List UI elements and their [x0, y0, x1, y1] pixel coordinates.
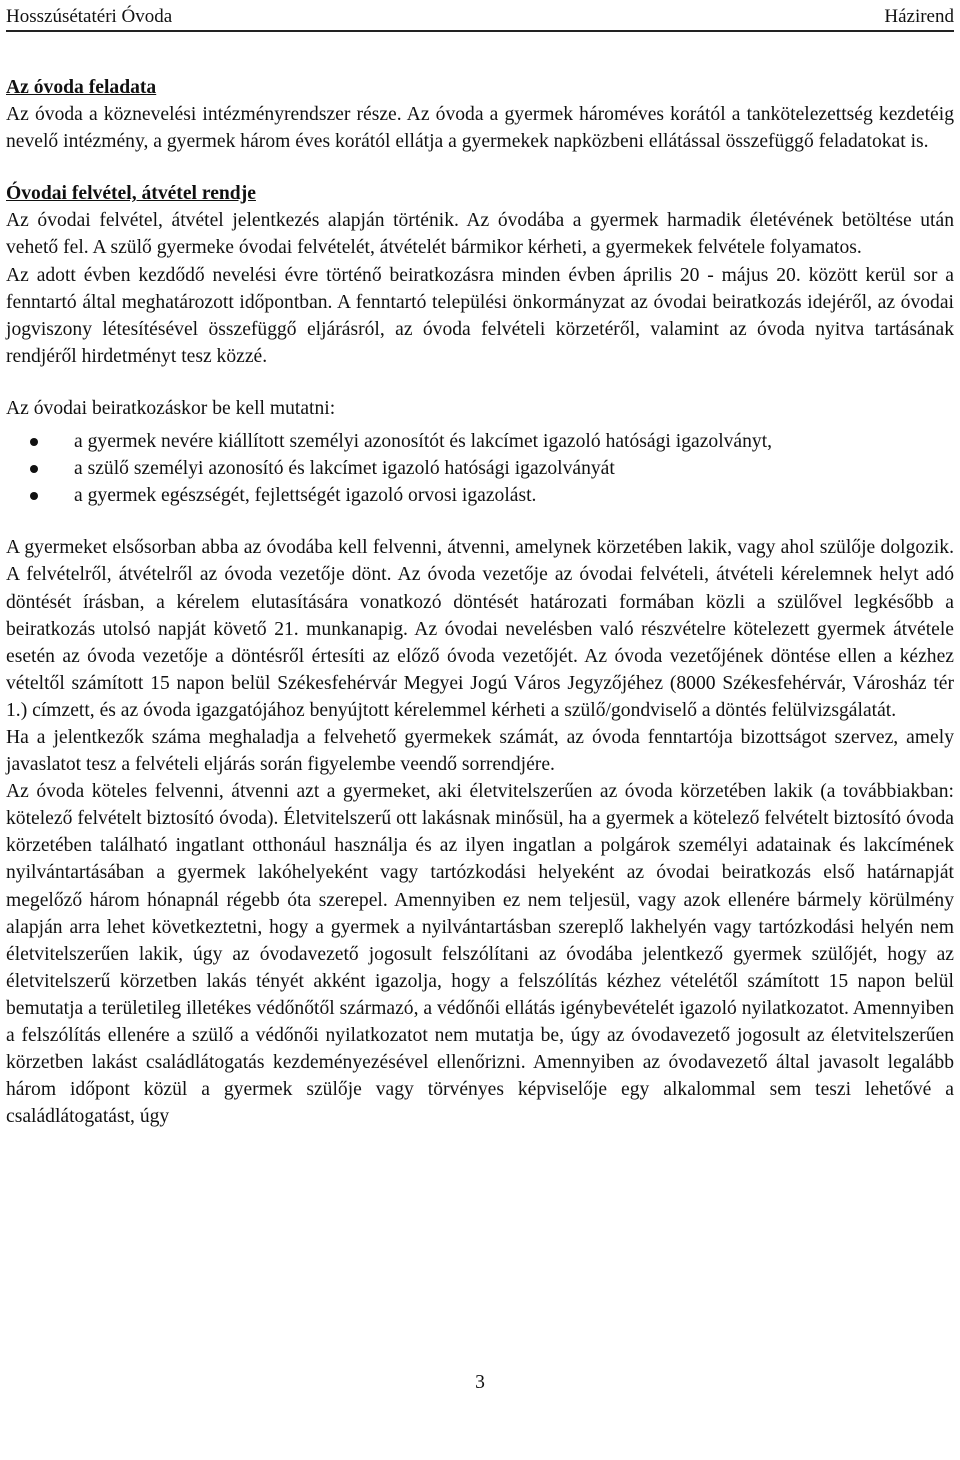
- paragraph: Az óvoda köteles felvenni, átvenni azt a gyermeket, aki életvitelszerűen az óvoda körzetében lakik (a továbbiakban: kötelező felvételt biztosító óvoda). Életvitelszerű ott lakásnak minősül, ha a gyermek a kötelező felvételt biztosító óvoda körzetében található ingatlant otthonául használja és az ilyen ingatlan a polgárok személyi adatainak és lakcímének nyilvántartásában a gyermek lakóhelyeként vagy tartózkodási helyeként az óvodai beiratkozás első határnapját megelőző három hónapnál régebb óta szerepel. Amennyiben ez nem teljesül, vagy azok ellenére bármely körülmény alapján arra lehet következtetni, hogy a gyermek a nyilvántartásban szereplő lakhelyén vagy tartózkodási helyén nem életvitelszerűen lakik, úgy az óvodavezető jogosult felszólítani az óvodába jelentkező gyermek szülőjét, hogy az életvitelszerű körzetben lakás tényét akként igazolja, hogy a felszólítás kézhez vételétől számított 15 napon belül bemutatja a területileg illetékes védőnőtől származó, a védőnői ellátás igénybevételét igazoló nyilatkozatot. Amennyiben a felszólítás ellenére a szülő a védőnői nyilatkozatot nem mutatja be, úgy az óvodavezető jogosult az életvitelszerűen körzetben lakást családlátogatás kezdeményezésével ellenőrizni. Amennyiben az óvodavezető által javasolt legalább három időpont közül a gyermek szülője vagy törvényes képviselője egy alkalommal sem teszi lehetővé a családlátogatást, úgy: [6, 781, 954, 1128]
- page-header: [6, 2, 954, 32]
- paragraph: Ha a jelentkezők száma meghaladja a felvehető gyermekek számát, az óvoda fenntartója bizottságot szervez, amely javaslatot tesz a felvételi eljárás során figyelembe veendő sorrendjére.: [6, 726, 954, 776]
- list-item: a szülő személyi azonosító és lakcímet igazoló hatósági igazolványát: [6, 455, 954, 482]
- section-title-admission: Óvodai felvétel, átvétel rendje: [6, 183, 256, 205]
- list-item: a gyermek nevére kiállított személyi azonosítót és lakcímet igazoló hatósági igazolványt,: [6, 428, 954, 455]
- paragraph: Az adott évben kezdődő nevelési évre történő beiratkozásra minden évben április 20 - május 20. között kerül sor a fenntartó által meghatározott időpontban. A fenntartó települési önkormányzat az óvodai beiratkozás idejéről, az óvodai jogviszony létesítésével összefüggő eljárásról, az óvoda felvételi körzetéről, valamint az óvoda nyitva tartásának rendjéről hirdetményt tesz közzé.: [6, 264, 954, 367]
- page-number: 3: [475, 1372, 485, 1393]
- list-item: a gyermek egészségét, fejlettségét igazoló orvosi igazolást.: [6, 482, 954, 509]
- enrollment-list: [6, 428, 954, 509]
- header-institution: Hosszúsétatéri Óvoda: [6, 6, 173, 27]
- page-content: [6, 74, 954, 1130]
- header-document-title: Házirend: [884, 6, 954, 27]
- bullet-icon: [30, 438, 38, 446]
- paragraph: Az óvoda a köznevelési intézményrendszer része. Az óvoda a gyermek hároméves korától a tankötelezettség kezdetéig nevelő intézmény, a gyermek három éves korától ellátja a gyermekek napközbeni ellátással összefüggő feladatokat is.: [6, 104, 954, 153]
- paragraph: A gyermeket elsősorban abba az óvodába kell felvenni, átvenni, amelynek körzetében lakik, vagy ahol szülője dolgozik. A felvételről, átvételről az óvoda vezetője dönt. Az óvoda vezetője az óvodai felvételi, átvételi kérelemnek helyt adó döntését írásban, a kérelem elutasítására vonatkozó döntését határozati formában közli a szülővel legkésőbb a beiratkozás utolsó napját követő 21. munkanapig. Az óvodai nevelésben való részvételre kötelezett gyermek átvétele esetén az óvoda vezetője a döntésről értesíti az előző óvoda vezetőjét. Az óvoda vezetőjének döntése ellen a kézhez vételtől számított 15 napon belül Székesfehérvár Megyei Jogú Város Jegyzőjéhez (8000 Székesfehérvár, Városház tér 1.) címzett, és az óvoda igazgatójához benyújtott kérelemmel kérheti a szülő/gondviselő a döntés felülvizsgálatát.: [6, 537, 954, 721]
- section-title-task: Az óvoda feladata: [6, 77, 157, 98]
- bullet-icon: [30, 465, 38, 473]
- enrollment-intro: Az óvodai beiratkozáskor be kell mutatni:: [6, 397, 336, 419]
- bullet-icon: [30, 492, 38, 500]
- paragraph: Az óvodai felvétel, átvétel jelentkezés alapján történik. Az óvodába a gyermek harmadik életévének betöltése után vehető fel. A szülő gyermeke óvodai felvételét, átvételét bármikor kérheti, a gyermekek felvétele folyamatos.: [6, 210, 954, 259]
